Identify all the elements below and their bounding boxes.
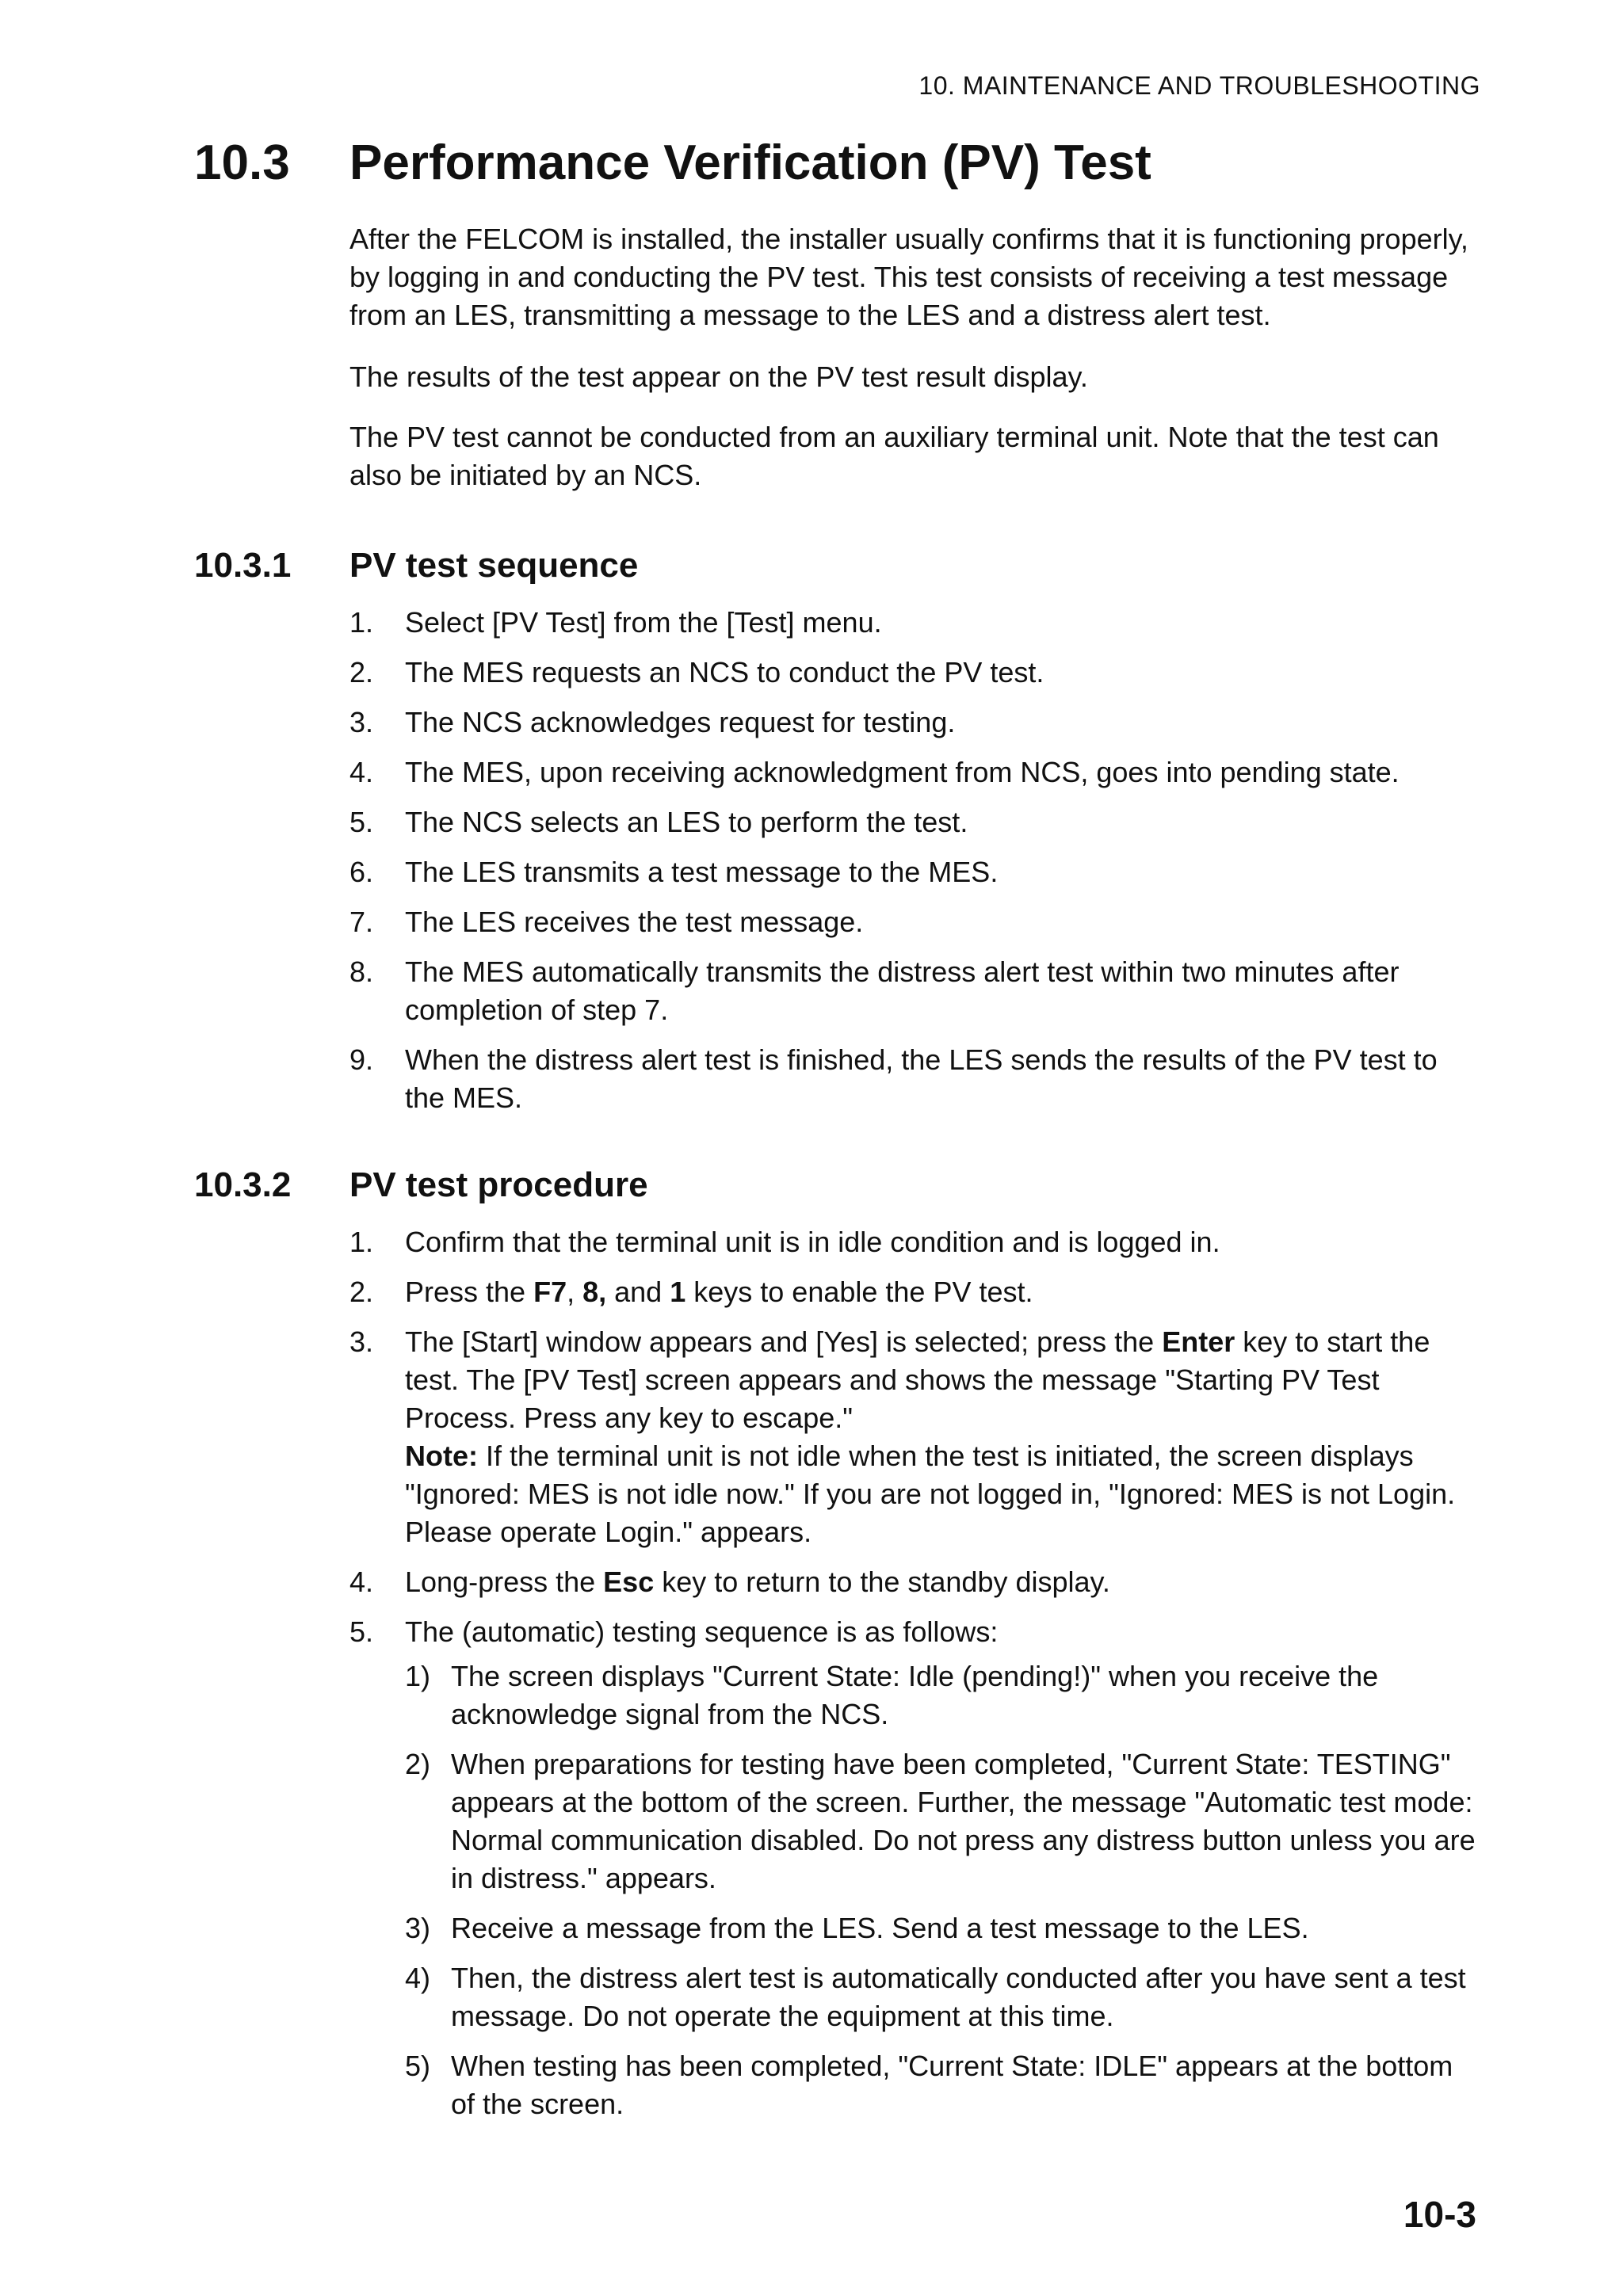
- list-text: and: [606, 1276, 670, 1308]
- list-item: [349, 1223, 1483, 1261]
- sub-list-text: The screen displays "Current State: Idle (pending!)" when you receive the acknowledge signal from the NCS.: [451, 1660, 1379, 1730]
- list-number: 9.: [349, 1043, 374, 1076]
- list-number: 3.: [349, 706, 374, 738]
- list-number: 4.: [349, 756, 374, 788]
- section-title-text: Performance Verification (PV) Test: [349, 135, 1151, 190]
- sub-list-item: [405, 1959, 1483, 2035]
- automatic-sequence-list: [405, 1657, 1483, 2123]
- list-text: The LES receives the test message.: [405, 906, 864, 938]
- note-label: Note:: [405, 1440, 478, 1472]
- list-item: [349, 1273, 1483, 1311]
- sub-list-number: 5): [405, 2050, 431, 2082]
- subsection-title-text: PV test sequence: [349, 546, 639, 585]
- list-text: ,: [567, 1276, 583, 1308]
- list-text: key to start the test. The [PV Test] screen appears and shows the message "Starting PV Test Process. Press any key to escape.": [405, 1325, 1430, 1434]
- list-number: 2.: [349, 656, 374, 688]
- section-title: [194, 136, 1151, 190]
- list-number: 1.: [349, 606, 374, 639]
- subsection-title-procedure: [194, 1166, 648, 1204]
- list-text: The NCS selects an LES to perform the test.: [405, 806, 968, 838]
- sub-list-text: Then, the distress alert test is automatically conducted after you have sent a test message. Do not operate the equipment at this time.: [451, 1962, 1466, 2032]
- list-text: keys to enable the PV test.: [685, 1276, 1033, 1308]
- list-number: 2.: [349, 1276, 374, 1308]
- list-number: 4.: [349, 1566, 374, 1598]
- sub-list-number: 3): [405, 1912, 431, 1944]
- sub-list-text: When testing has been completed, "Current State: IDLE" appears at the bottom of the screen.: [451, 2050, 1453, 2120]
- note-text: If the terminal unit is not idle when the test is initiated, the screen displays "Ignored: MES is not idle now." If you are not logged in, "Ignored: MES is not Login. Please operate Login." appears.: [405, 1440, 1456, 1548]
- list-item: [349, 654, 1483, 692]
- sub-list-number: 4): [405, 1962, 431, 1994]
- list-text: Select [PV Test] from the [Test] menu.: [405, 606, 882, 639]
- key-name: 1: [670, 1276, 686, 1308]
- subsection-number: 10.3.2: [194, 1165, 292, 1204]
- sub-list-number: 2): [405, 1748, 431, 1780]
- list-text: The NCS acknowledges request for testing.: [405, 706, 956, 738]
- list-item: [349, 704, 1483, 742]
- list-text: key to return to the standby display.: [654, 1566, 1110, 1598]
- list-item: [349, 604, 1483, 642]
- intro-paragraph-2: The results of the test appear on the PV test result display.: [349, 360, 1088, 393]
- page-number: 10-3: [1403, 2194, 1476, 2235]
- list-number: 7.: [349, 906, 374, 938]
- sub-list-item: [405, 1909, 1483, 1947]
- list-number: 1.: [349, 1226, 374, 1258]
- sub-list-item: [405, 2047, 1483, 2123]
- sub-list-number: 1): [405, 1660, 431, 1692]
- list-item: [349, 903, 1483, 941]
- sub-list-item: [405, 1657, 1483, 1733]
- running-header: 10. MAINTENANCE AND TROUBLESHOOTING: [918, 71, 1480, 100]
- list-text: Confirm that the terminal unit is in idle condition and is logged in.: [405, 1226, 1220, 1258]
- list-text: Long-press the: [405, 1566, 604, 1598]
- list-number: 5.: [349, 806, 374, 838]
- subsection-number: 10.3.1: [194, 546, 292, 585]
- list-number: 5.: [349, 1615, 374, 1648]
- subsection-title-text: PV test procedure: [349, 1165, 648, 1204]
- list-item: [349, 1563, 1483, 1601]
- sequence-list: [349, 604, 1483, 1129]
- sub-list-text: When preparations for testing have been completed, "Current State: TESTING" appears at the bottom of the screen. Further, the message "Automatic test mode: Normal communication disabled. Do not press any distress button unless you are in distress." appears.: [451, 1748, 1476, 1894]
- list-item: [349, 803, 1483, 841]
- list-text: The (automatic) testing sequence is as follows:: [405, 1615, 999, 1648]
- list-text: When the distress alert test is finished, the LES sends the results of the PV test to the MES.: [405, 1043, 1438, 1114]
- list-text: Press the: [405, 1276, 534, 1308]
- key-name: 8,: [582, 1276, 607, 1308]
- list-text: The [Start] window appears and [Yes] is selected; press the: [405, 1325, 1163, 1358]
- list-number: 6.: [349, 856, 374, 888]
- list-text: The MES, upon receiving acknowledgment from NCS, goes into pending state.: [405, 756, 1400, 788]
- section-number: 10.3: [194, 135, 290, 190]
- intro-paragraph-1: After the FELCOM is installed, the installer usually confirms that it is functioning properly, by logging in and conducting the PV test. This test consists of receiving a test message from an LES, transmitting a message to the LES and a distress alert test.: [349, 223, 1468, 331]
- list-item: [349, 853, 1483, 891]
- intro-paragraph-3: The PV test cannot be conducted from an auxiliary terminal unit. Note that the test can also be initiated by an NCS.: [349, 421, 1439, 491]
- key-name: F7: [533, 1276, 567, 1308]
- list-text: The MES automatically transmits the distress alert test within two minutes after completion of step 7.: [405, 955, 1400, 1026]
- list-item: [349, 1323, 1483, 1551]
- procedure-list: [349, 1223, 1483, 2135]
- list-number: 3.: [349, 1325, 374, 1358]
- list-item: [349, 1613, 1483, 2123]
- list-text: The MES requests an NCS to conduct the PV test.: [405, 656, 1044, 688]
- list-item: [349, 1041, 1483, 1117]
- list-number: 8.: [349, 955, 374, 988]
- list-item: [349, 953, 1483, 1029]
- sub-list-item: [405, 1745, 1483, 1897]
- list-item: [349, 753, 1483, 791]
- key-name: Enter: [1162, 1325, 1235, 1358]
- list-text: The LES transmits a test message to the MES.: [405, 856, 999, 888]
- sub-list-text: Receive a message from the LES. Send a test message to the LES.: [451, 1912, 1309, 1944]
- subsection-title-sequence: [194, 547, 638, 585]
- key-name: Esc: [603, 1566, 655, 1598]
